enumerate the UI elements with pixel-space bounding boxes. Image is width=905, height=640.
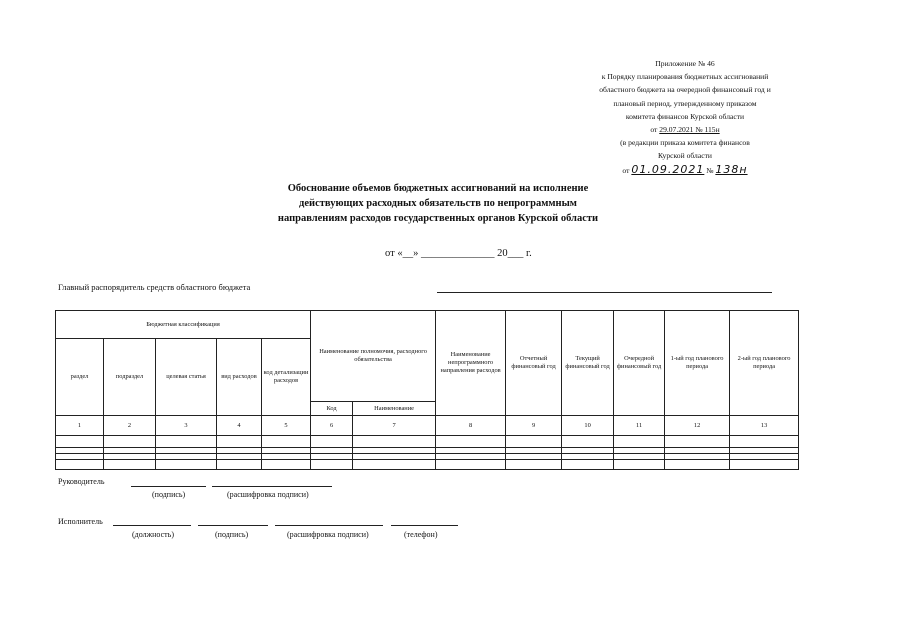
table-row: [56, 460, 799, 470]
appendix-revision-date: от 01.09.2021 № 138н: [622, 162, 748, 176]
executor-label: Исполнитель: [58, 517, 103, 526]
executor-position-caption: (должность): [132, 530, 174, 539]
table-row: [56, 436, 799, 448]
appendix-header: [560, 57, 810, 177]
budget-table: [55, 310, 799, 470]
main-manager-field[interactable]: [437, 292, 772, 293]
appendix-line-2: к Порядку планирования бюджетных ассигнований: [601, 72, 769, 82]
direction-header: Наименование непрограммного направления расходов: [436, 311, 506, 416]
main-manager-label: Главный распорядитель средств областного бюджета: [58, 282, 251, 292]
current-year-header: Текущий финансовый год: [562, 311, 614, 416]
razdel-header: раздел: [56, 339, 104, 416]
appendix-number: Приложение № 46: [655, 59, 715, 68]
appendix-order-date: от 29.07.2021 № 115н: [650, 125, 720, 135]
appendix-line-7: (в редакции приказа комитета финансов: [620, 138, 750, 148]
order-date-value: 29.07.2021 № 115н: [659, 125, 720, 135]
column-numbers-row: 1 2 3 4 5 6 7 8 9 10 11 12 13: [56, 416, 799, 436]
handwritten-date: 01.09.2021: [631, 162, 705, 176]
document-title: Обоснование объемов бюджетных ассигнований на исполнение действующих расходных обязательств по непрограммным направлениям расходов государственных органов Курской области: [277, 183, 599, 224]
detail-code-header: код детализации расходов: [262, 339, 311, 416]
appendix-line-3: областного бюджета на очередной финансовый год и: [599, 85, 771, 95]
executor-position-line[interactable]: [113, 525, 191, 526]
plan-year-1-header: 1-ый год планового периода: [665, 311, 730, 416]
budget-class-header: Бюджетная классификация: [56, 311, 311, 339]
head-sign-caption: (подпись): [152, 490, 186, 499]
head-decode-line[interactable]: [212, 486, 332, 487]
expense-type-header: вид расходов: [217, 339, 262, 416]
next-year-header: Очередной финансовый год: [614, 311, 665, 416]
authority-header: Наименование полномочия, расходного обязательства: [311, 311, 436, 402]
handwritten-number: 138н: [715, 162, 748, 176]
executor-decode-line[interactable]: [275, 525, 383, 526]
executor-decode-caption: (расшифровка подписи): [287, 530, 369, 539]
appendix-line-5: комитета финансов Курской области: [625, 111, 745, 121]
executor-phone-caption: (телефон): [404, 530, 438, 539]
date-line: от «__» ______________ 20___ г.: [385, 248, 532, 259]
plan-year-2-header: 2-ый год планового периода: [730, 311, 799, 416]
appendix-line-4: плановый период, утвержденному приказом: [613, 98, 757, 108]
executor-sign-line[interactable]: [198, 525, 268, 526]
head-sign-line[interactable]: [131, 486, 206, 487]
head-label: Руководитель: [58, 477, 105, 486]
name-header: Наименование: [353, 402, 436, 416]
report-year-header: Отчетный финансовый год: [506, 311, 562, 416]
executor-sign-caption: (подпись): [215, 530, 249, 539]
appendix-line-8: Курской области: [658, 151, 712, 161]
code-header: Код: [311, 402, 353, 416]
podrazdel-header: подраздел: [104, 339, 156, 416]
target-article-header: целевая статья: [156, 339, 217, 416]
executor-phone-line[interactable]: [391, 525, 458, 526]
head-decode-caption: (расшифровка подписи): [227, 490, 309, 499]
